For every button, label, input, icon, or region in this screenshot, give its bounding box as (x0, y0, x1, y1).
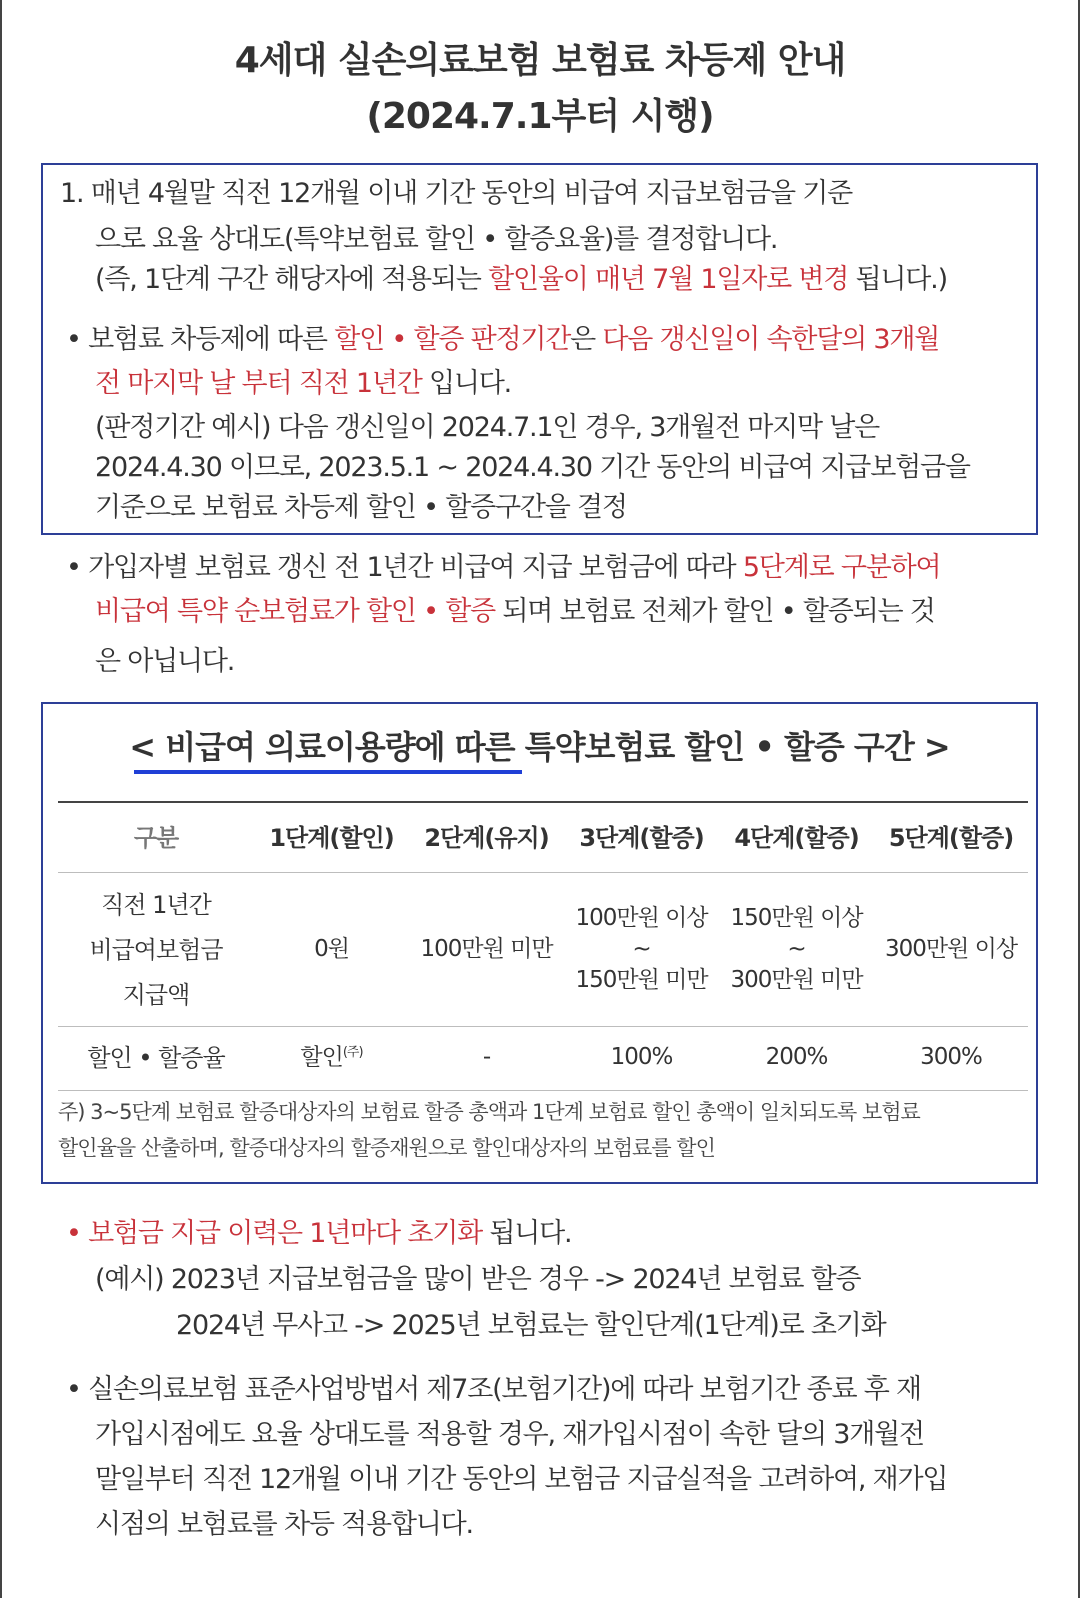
table-rule (58, 1090, 1028, 1091)
text: 되며 보험료 전체가 할인 • 할증되는 것 (495, 596, 935, 627)
text: • 보험료 차등제에 따른 (66, 324, 335, 355)
table-rule (58, 1026, 1028, 1027)
text: 입니다. (421, 368, 512, 399)
table-cell-stage-3-tilde: ~ (632, 936, 651, 962)
table-cell-stage-4-amount: 300만원 미만 (730, 967, 863, 993)
page-title: 4세대 실손의료보험 보험료 차등제 안내 (234, 40, 846, 81)
table-cell-stage-4-rate: 200% (765, 1044, 828, 1070)
highlight-text: 5단계로 구분하여 (742, 552, 941, 583)
row-label-line-1: 직전 1년간 (101, 891, 211, 919)
bullet-rejoin-line-1: • 실손의료보험 표준사업방법서 제7조(보험기간)에 따라 보험기간 종료 후 재 (66, 1374, 921, 1405)
table-cell-stage-5-amount: 300만원 이상 (884, 936, 1018, 962)
paragraph-1-line-2: 으로 요율 상대도(특약보험료 할인 • 할증요율)를 결정합니다. (95, 224, 778, 255)
row-label-line-3: 지급액 (122, 981, 190, 1009)
text: 은 (570, 324, 603, 355)
text: • 가입자별 보험료 갱신 전 1년간 비급여 지급 보험금에 따라 (66, 552, 743, 583)
table-rule (58, 872, 1028, 873)
table-cell-stage-2-rate: - (482, 1044, 491, 1070)
highlight-text: • 보험금 지급 이력은 1년마다 초기화 (66, 1218, 482, 1249)
text: 할인 (300, 1044, 343, 1071)
row-label-rate: 할인 • 할증율 (87, 1044, 225, 1072)
table-cell-stage-4-tilde: ~ (787, 936, 806, 962)
text: 됩니다. (481, 1218, 572, 1249)
table-header-stage-3: 3단계(할증) (579, 824, 704, 852)
highlight-text: 다음 갱신일이 속한달의 3개월 (602, 324, 940, 355)
text: 됩니다.) (848, 264, 947, 295)
footnote-marker: (주) (342, 1045, 363, 1060)
bullet-rejoin-line-2: 가입시점에도 요율 상대도를 적용할 경우, 재가입시점이 속한 달의 3개월전 (95, 1419, 924, 1450)
table-cell-stage-4-amount: 150만원 이상 (730, 905, 863, 931)
bullet-stages-line-3: 은 아닙니다. (95, 646, 235, 677)
bullet-rejoin-line-3: 말일부터 직전 12개월 이내 기간 동안의 보험금 지급실적을 고려하여, 재가입 (95, 1464, 948, 1495)
example-line-3: 기준으로 보험료 차등제 할인 • 할증구간을 결정 (95, 492, 627, 523)
table-header-stage-1: 1단계(할인) (269, 824, 394, 852)
bullet-reset-line-1 (66, 1220, 571, 1247)
table-cell-stage-1-rate (254, 1046, 409, 1070)
reset-example-line-2: 2024년 무사고 -> 2025년 보험료는 할인단계(1단계)로 초기화 (176, 1310, 886, 1341)
table-header-category: 구분 (133, 824, 179, 852)
table-header-stage-2: 2단계(유지) (424, 824, 549, 852)
bullet-period-line-1 (66, 326, 939, 353)
example-line-2: 2024.4.30 이므로, 2023.5.1 ~ 2024.4.30 기간 동안의 비급여 지급보험금을 (95, 452, 970, 483)
highlight-text: 전 마지막 날 부터 직전 1년간 (95, 368, 422, 399)
page-subtitle: (2024.7.1부터 시행) (366, 96, 714, 137)
highlight-text: 할인율이 매년 7월 1일자로 변경 (488, 264, 849, 295)
table-cell-stage-3-amount: 150만원 미만 (575, 967, 708, 993)
example-line-1: (판정기간 예시) 다음 갱신일이 2024.7.1인 경우, 3개월전 마지막 날은 (95, 412, 880, 443)
table-header-stage-5: 5단계(할증) (888, 824, 1014, 852)
reset-example-line-1: (예시) 2023년 지급보험금을 많이 받은 경우 -> 2024년 보험료 할증 (95, 1264, 861, 1295)
title-underline (134, 770, 522, 774)
bullet-period-line-2 (95, 370, 511, 397)
bullet-stages-line-1 (66, 554, 940, 581)
table-footnote-line-2: 할인율을 산출하며, 할증대상자의 할증재원으로 할인대상자의 보험료를 할인 (58, 1136, 715, 1160)
table-title: < 비급여 의료이용량에 따른 특약보험료 할인 • 할증 구간 > (129, 728, 950, 766)
table-top-rule (58, 801, 1028, 803)
table-cell-stage-3-rate: 100% (610, 1044, 673, 1070)
table-cell-stage-3-amount: 100만원 이상 (575, 905, 708, 931)
table-cell-stage-5-rate: 300% (920, 1044, 982, 1070)
paragraph-1-line-1: 1. 매년 4월말 직전 12개월 이내 기간 동안의 비급여 지급보험금을 기준 (60, 178, 853, 209)
table-cell-stage-1-amount: 0원 (314, 936, 349, 962)
bullet-rejoin-line-4: 시점의 보험료를 차등 적용합니다. (95, 1509, 473, 1540)
table-cell-stage-2-amount: 100만원 미만 (420, 936, 553, 962)
row-label-line-2: 비급여보험금 (89, 936, 223, 964)
table-footnote-line-1: 주) 3~5단계 보험료 할증대상자의 보험료 할증 총액과 1단계 보험료 할인 총액이 일치되도록 보험료 (58, 1100, 920, 1124)
text: (즉, 1단계 구간 해당자에 적용되는 (95, 264, 489, 295)
bullet-stages-line-2 (95, 598, 935, 625)
table-header-stage-4: 4단계(할증) (734, 824, 859, 852)
highlight-text: 할인 • 할증 판정기간 (334, 324, 571, 355)
paragraph-1-line-3 (95, 266, 947, 293)
highlight-text: 비급여 특약 순보험료가 할인 • 할증 (95, 596, 495, 627)
